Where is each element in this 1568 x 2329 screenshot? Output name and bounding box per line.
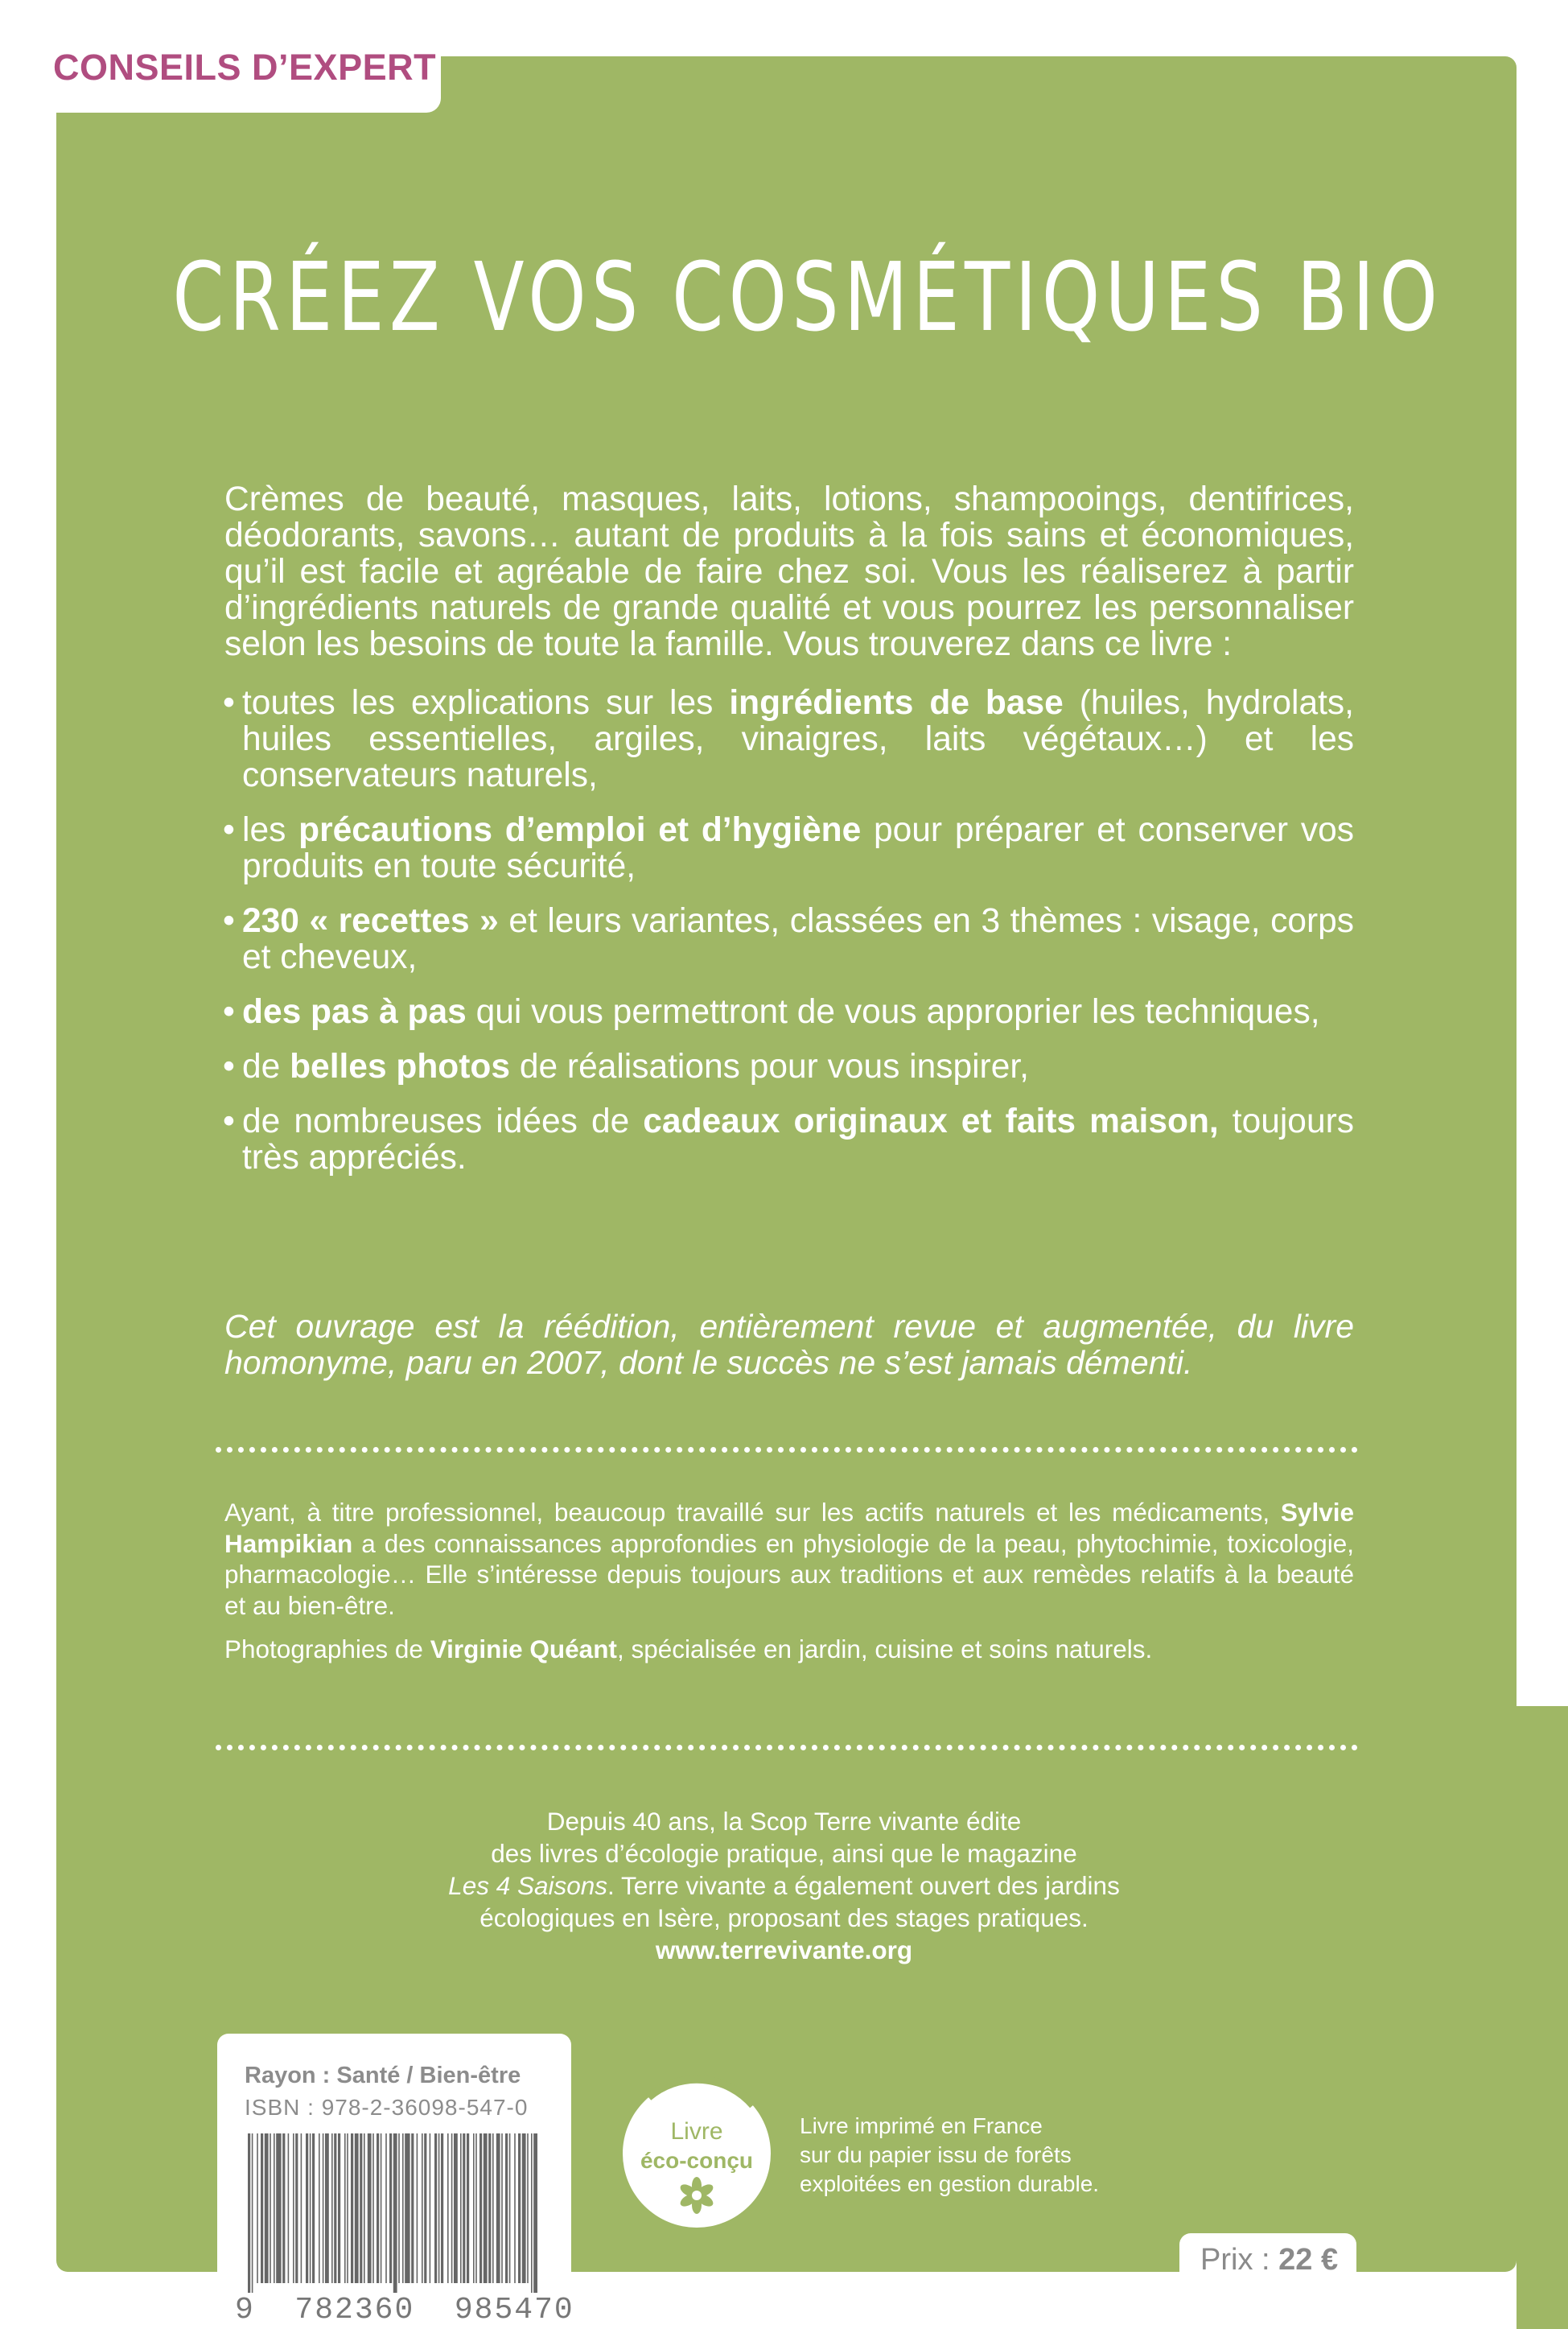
feature-item (224, 903, 1354, 975)
feature-item (224, 1049, 1354, 1085)
feature-item (224, 994, 1354, 1030)
isbn-label: ISBN : 978-2-36098-547-0 (245, 2095, 529, 2120)
ean-first-digit: 9 (235, 2293, 255, 2327)
spine-edge (1517, 1706, 1568, 2329)
bullet-icon: • (223, 811, 235, 849)
barcode-bar (274, 2133, 275, 2283)
ean-left-group: 782360 (294, 2293, 415, 2327)
publisher-url[interactable]: www.terrevivante.org (655, 1935, 913, 1964)
barcode-bar (393, 2133, 397, 2293)
barcode-bar (344, 2133, 346, 2283)
feature-highlight: belles photos (290, 1048, 511, 1086)
edition-note: Cet ouvrage est la réédition, entièrement revue et augmentée, du livre homonyme, paru en 2007, dont le succès ne s’est jamais démenti. (224, 1308, 1354, 1381)
publisher-line: des livres d’écologie pratique, ainsi que le magazine (491, 1839, 1077, 1868)
barcode-bar (270, 2133, 271, 2283)
barcode-bar (360, 2133, 362, 2283)
feature-highlight: des pas à pas (242, 993, 467, 1031)
barcode-bar (261, 2133, 263, 2283)
barcode-bar (501, 2133, 503, 2283)
price-text: Prix : (1200, 2243, 1279, 2277)
barcode-bar (496, 2133, 500, 2283)
barcode-bar (492, 2133, 494, 2283)
feature-highlight: 230 « recettes » (242, 902, 499, 940)
feature-text: et leurs variantes, classées en 3 thèmes : visage, corps et cheveux, (242, 902, 1354, 976)
barcode-bar (405, 2133, 409, 2283)
author-paragraph (224, 1497, 1354, 1621)
feature-highlight: cadeaux originaux et faits maison, (643, 1103, 1219, 1140)
book-title: CRÉEZ VOS COSMÉTIQUES BIO (172, 241, 1443, 352)
barcode-bar (454, 2133, 458, 2283)
description (224, 481, 1354, 1194)
publisher-line: Depuis 40 ans, la Scop Terre vivante édite (546, 1807, 1022, 1836)
barcode-bar (430, 2133, 431, 2283)
series-label: CONSEILS D’EXPERT (53, 47, 437, 88)
barcode-bar (377, 2133, 379, 2283)
barcode-bar (323, 2133, 324, 2283)
barcode-bar (295, 2133, 298, 2283)
barcode-bar (319, 2133, 320, 2283)
author-name: Sylvie Hampikian (224, 1498, 1354, 1558)
barcode-bar (310, 2133, 311, 2283)
feature-text: toutes les explications sur les (242, 684, 730, 722)
price-panel (1179, 2233, 1356, 2290)
rayon-label: Rayon : Santé / Bien-être (245, 2063, 521, 2088)
bullet-icon: • (223, 993, 235, 1031)
publisher-line (0, 1869, 1568, 1902)
barcode-bar (473, 2133, 475, 2283)
feature-text: toujours très appréciés. (242, 1103, 1354, 1177)
author-text: Ayant, à titre professionnel, beaucoup travaillé sur les actifs naturels et les médicaments, (224, 1498, 1281, 1527)
feature-item (224, 685, 1354, 794)
barcode-bar (402, 2133, 404, 2283)
feature-text: pour préparer et conserver vos produits en toute sécurité, (242, 811, 1354, 885)
feature-list (224, 685, 1354, 1176)
barcode-bar (398, 2133, 400, 2283)
barcode-bar (522, 2133, 526, 2283)
eco-design-logo-icon (616, 2073, 777, 2234)
barcode-bar (441, 2133, 443, 2283)
feature-text: de réalisations pour vous inspirer, (510, 1048, 1029, 1086)
barcode-bar (312, 2133, 315, 2283)
barcode-bar (301, 2133, 302, 2283)
barcode-bar (334, 2133, 336, 2283)
photographer-text: Photographies de (224, 1634, 430, 1663)
barcode-bar (293, 2133, 294, 2283)
eco-logo-line1: Livre (670, 2118, 723, 2145)
bullet-icon: • (223, 1103, 235, 1140)
barcode-bar (479, 2133, 482, 2283)
price-value: 22 € (1278, 2243, 1339, 2277)
barcode-bar (252, 2133, 253, 2293)
eco-text-line: Livre imprimé en France (800, 2113, 1043, 2138)
dotted-divider (216, 1447, 1358, 1453)
barcode-bar (372, 2133, 374, 2283)
barcode-bar (488, 2133, 491, 2283)
barcode-bar (484, 2133, 488, 2283)
feature-text: de nombreuses idées de (242, 1103, 644, 1140)
barcode-bar (475, 2133, 477, 2283)
barcode-bar (514, 2133, 516, 2283)
barcode-bar (417, 2133, 418, 2283)
barcode-bar (411, 2133, 414, 2283)
barcode-bar (351, 2133, 353, 2283)
barcode-bar (463, 2133, 465, 2283)
photographer-text: , spécialisée en jardin, cuisine et soins naturels. (616, 1634, 1153, 1663)
author-text: a des connaissances approfondies en physiologie de la peau, phytochimie, toxicologie, pharmacologie… Elle s’intéresse depuis toujours aux traditions et aux remèdes relatifs à la beauté et au bien-être. (224, 1528, 1354, 1620)
barcode-bar (338, 2133, 340, 2283)
barcode-bar (257, 2133, 258, 2283)
bullet-icon: • (223, 902, 235, 940)
intro-paragraph: Crèmes de beauté, masques, laits, lotions, shampooings, dentifrices, déodorants, savons… autant de produits à la fois sains et économiques, qu’il est facile et agréable de faire chez soi. Vous les réaliserez à partir d’ingrédients naturels de grande qualité et vous pourrez les personnaliser selon les besoins de toute la famille. Vous trouverez dans ce livre : (224, 480, 1354, 663)
barcode-bar (331, 2133, 333, 2283)
barcode-bar (381, 2133, 382, 2283)
barcode-bar (355, 2133, 359, 2283)
eco-text-line: sur du papier issu de forêts (800, 2142, 1072, 2167)
barcode-icon (248, 2133, 537, 2293)
barcode-bar (505, 2133, 508, 2283)
photographer-name: Virginie Quéant (430, 1634, 617, 1663)
barcode-bar (447, 2133, 449, 2283)
price-label (1200, 2243, 1338, 2277)
barcode-bar (460, 2133, 462, 2283)
photographer-paragraph (224, 1634, 1354, 1665)
bullet-icon: • (223, 1048, 235, 1086)
barcode-bar (265, 2133, 269, 2283)
feature-text: (huiles, hydrolats, huiles essentielles, argiles, vinaigres, laits végétaux…) et les conservateurs naturels, (242, 684, 1354, 794)
barcode-bar (424, 2133, 426, 2283)
barcode-bar (527, 2133, 529, 2283)
barcode-bar (389, 2133, 392, 2283)
bullet-icon: • (223, 684, 235, 722)
barcode-bar (306, 2133, 308, 2283)
feature-item (224, 1103, 1354, 1176)
publisher-line: écologiques en Isère, proposant des stages pratiques. (479, 1903, 1089, 1932)
barcode-bar (248, 2133, 250, 2293)
publisher-text: . Terre vivante a également ouvert des jardins (607, 1871, 1120, 1900)
feature-text: qui vous permettront de vous approprier les techniques, (466, 993, 1320, 1031)
barcode-bar (422, 2133, 423, 2283)
feature-item (224, 812, 1354, 884)
magazine-name: Les 4 Saisons (448, 1871, 608, 1900)
feature-highlight: précautions d’emploi et d’hygiène (298, 811, 862, 849)
barcode-panel (217, 2034, 574, 2329)
author-bio (224, 1497, 1354, 1678)
ean-right-group: 985470 (454, 2293, 574, 2327)
feature-highlight: ingrédients de base (729, 684, 1064, 722)
ean-digits (235, 2293, 574, 2327)
barcode-bar (325, 2133, 329, 2283)
feature-text: de (242, 1048, 290, 1086)
barcode-bar (347, 2133, 348, 2283)
eco-logo-line2: éco-conçu (640, 2148, 754, 2173)
barcode-bar (518, 2133, 521, 2283)
publisher-info (0, 1805, 1568, 1966)
feature-text: les (242, 811, 299, 849)
barcode-bar (282, 2133, 285, 2283)
barcode-bar (451, 2133, 453, 2283)
barcode-bar (288, 2133, 290, 2283)
barcode-bar (434, 2133, 437, 2283)
barcode-bar (438, 2133, 440, 2283)
eco-text-line: exploitées en gestion durable. (800, 2171, 1100, 2196)
barcode-bar (276, 2133, 281, 2283)
barcode-bar (533, 2133, 537, 2293)
dotted-divider (216, 1745, 1358, 1750)
barcode-bar (531, 2133, 533, 2293)
barcode-bar (467, 2133, 469, 2283)
barcode-bar (368, 2133, 372, 2283)
barcode-bar (385, 2133, 387, 2283)
barcode-bar (509, 2133, 511, 2283)
barcode-bar (364, 2133, 365, 2283)
eco-statement (800, 2112, 1099, 2199)
